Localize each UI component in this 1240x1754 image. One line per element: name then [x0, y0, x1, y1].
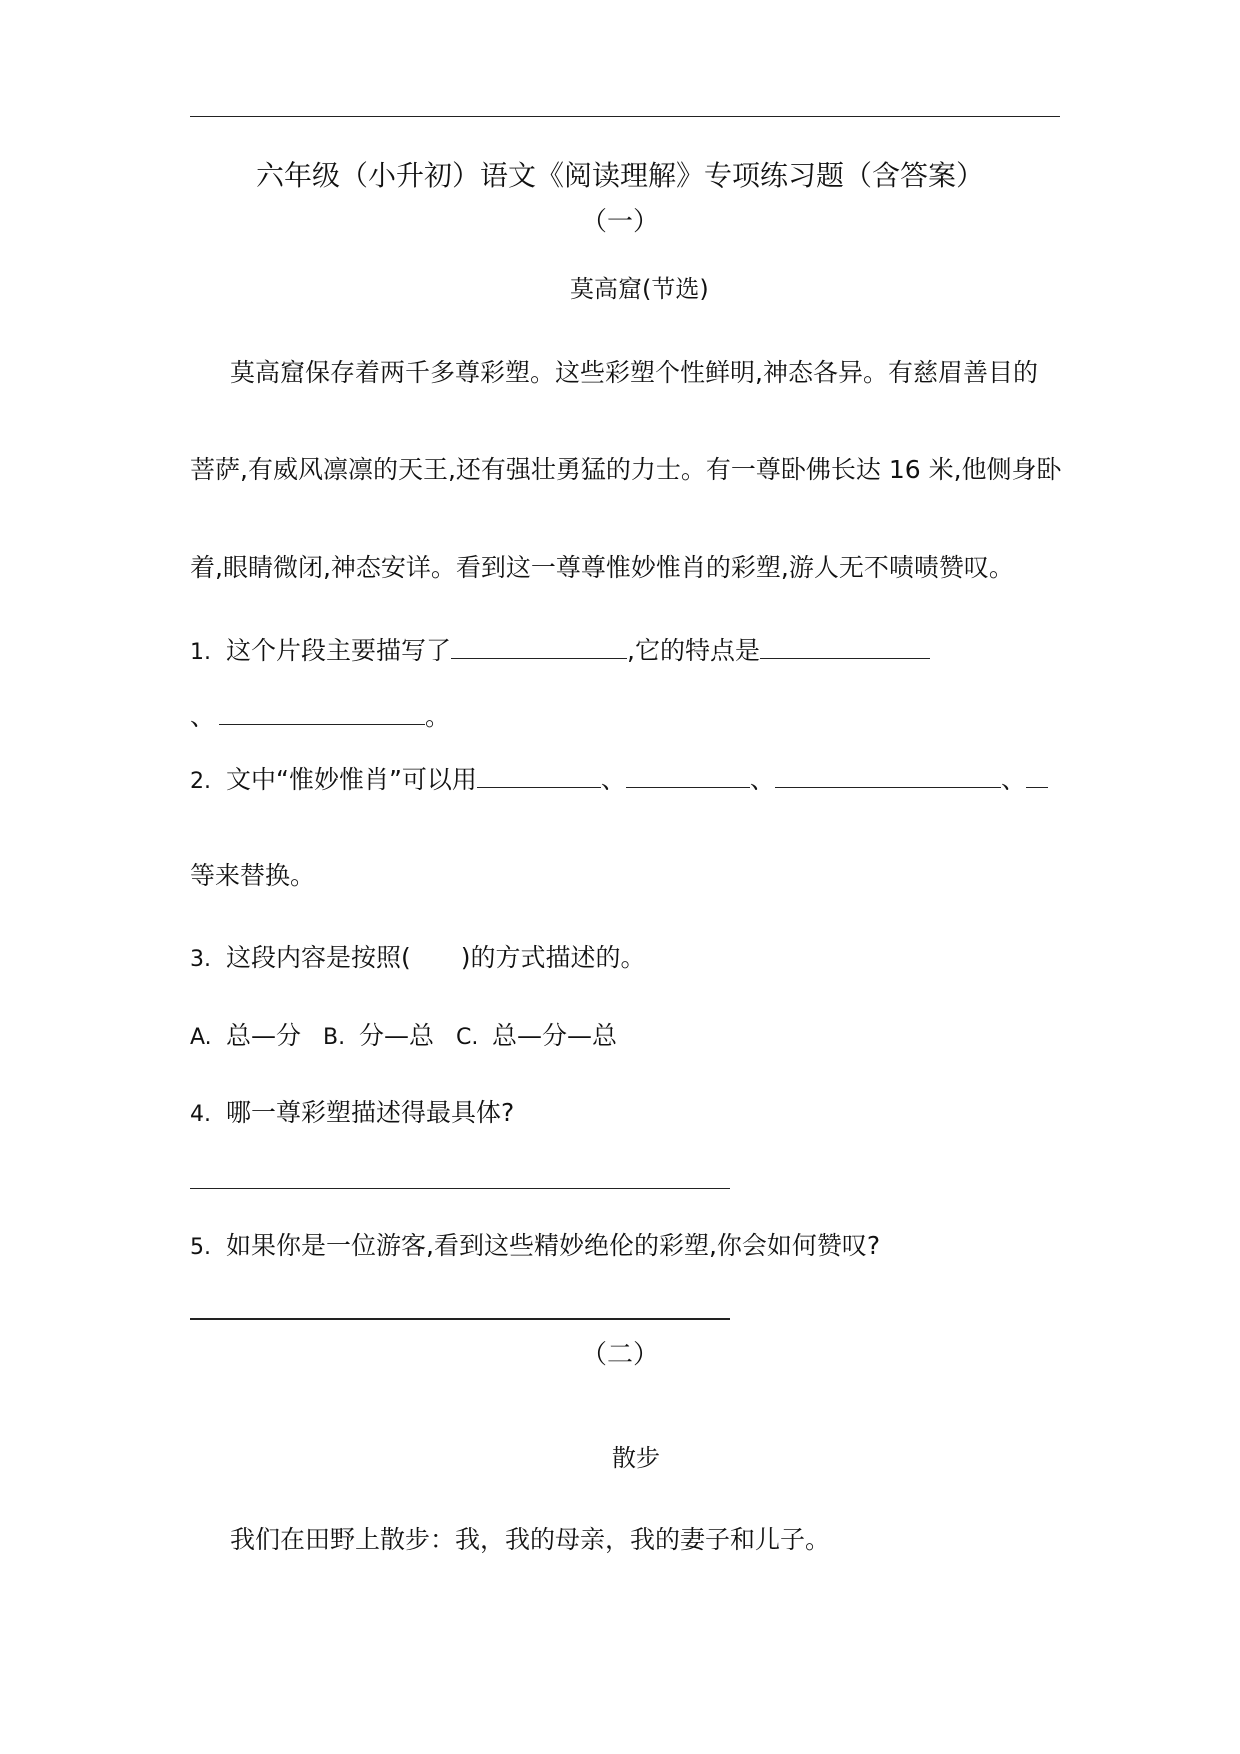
question-text: 这个片段主要描写了 — [226, 636, 452, 665]
answer-blank[interactable] — [219, 702, 425, 725]
question-number: 2. — [190, 769, 211, 794]
answer-blank[interactable] — [760, 636, 930, 659]
answer-blank[interactable] — [1026, 765, 1048, 788]
separator: 、 — [749, 765, 775, 794]
passage-one-line-1: 莫高窟保存着两千多尊彩塑。这些彩塑个性鲜明,神态各异。有慈眉善目的 — [230, 358, 1038, 387]
separator: 、 — [1000, 765, 1026, 794]
answer-blank[interactable] — [626, 765, 750, 788]
passage-two-title: 散步 — [612, 1444, 660, 1472]
separator: 。 — [425, 702, 451, 731]
section-one-heading: （一） — [580, 207, 659, 237]
passage-two-line-1: 我们在田野上散步：我，我的母亲，我的妻子和儿子。 — [230, 1525, 831, 1554]
question-3-options — [190, 1023, 639, 1049]
option-text: 总—分 — [226, 1021, 302, 1050]
option-letter: A. — [190, 1025, 212, 1050]
passage-one-line-3: 着,眼睛微闭,神态安详。看到这一尊尊惟妙惟肖的彩塑,游人无不啧啧赞叹。 — [190, 553, 1014, 582]
answer-line[interactable] — [190, 1318, 730, 1320]
option-text: 总—分—总 — [492, 1021, 618, 1050]
question-3 — [190, 945, 646, 971]
question-1-continued — [190, 702, 450, 729]
question-1 — [190, 636, 930, 664]
section-two-heading: （二） — [580, 1340, 659, 1370]
question-text: 如果你是一位游客,看到这些精妙绝伦的彩塑,你会如何赞叹? — [226, 1231, 881, 1260]
question-text: ,它的特点是 — [627, 636, 760, 665]
answer-blank[interactable] — [775, 765, 1001, 788]
separator: 、 — [190, 702, 216, 731]
question-text: 哪一尊彩塑描述得最具体? — [226, 1098, 515, 1127]
question-4 — [190, 1100, 514, 1126]
question-number: 3. — [190, 947, 211, 972]
question-5 — [190, 1233, 880, 1259]
option-c[interactable] — [456, 1021, 617, 1050]
header-rule — [190, 116, 1060, 117]
separator: 、 — [600, 765, 626, 794]
option-b[interactable] — [323, 1021, 434, 1050]
option-letter: C. — [456, 1025, 479, 1050]
document-title: 六年级（小升初）语文《阅读理解》专项练习题（含答案） — [255, 159, 984, 192]
question-2-continued: 等来替换。 — [190, 861, 316, 890]
answer-line[interactable] — [190, 1188, 730, 1189]
answer-blank[interactable] — [477, 765, 601, 788]
question-text: 文中“惟妙惟肖”可以用 — [226, 765, 477, 794]
option-text: 分—总 — [359, 1021, 435, 1050]
answer-blank[interactable] — [451, 636, 627, 659]
question-text: 这段内容是按照( )的方式描述的。 — [226, 943, 646, 972]
question-number: 1. — [190, 640, 211, 665]
option-letter: B. — [323, 1025, 346, 1050]
passage-one-line-2: 菩萨,有威风凛凛的天王,还有强壮勇猛的力士。有一尊卧佛长达 16 米,他侧身卧 — [190, 455, 1062, 484]
question-number: 5. — [190, 1235, 211, 1260]
question-2 — [190, 765, 1048, 793]
passage-one-title: 莫高窟(节选) — [570, 275, 709, 303]
question-number: 4. — [190, 1102, 211, 1127]
option-a[interactable] — [190, 1021, 301, 1050]
